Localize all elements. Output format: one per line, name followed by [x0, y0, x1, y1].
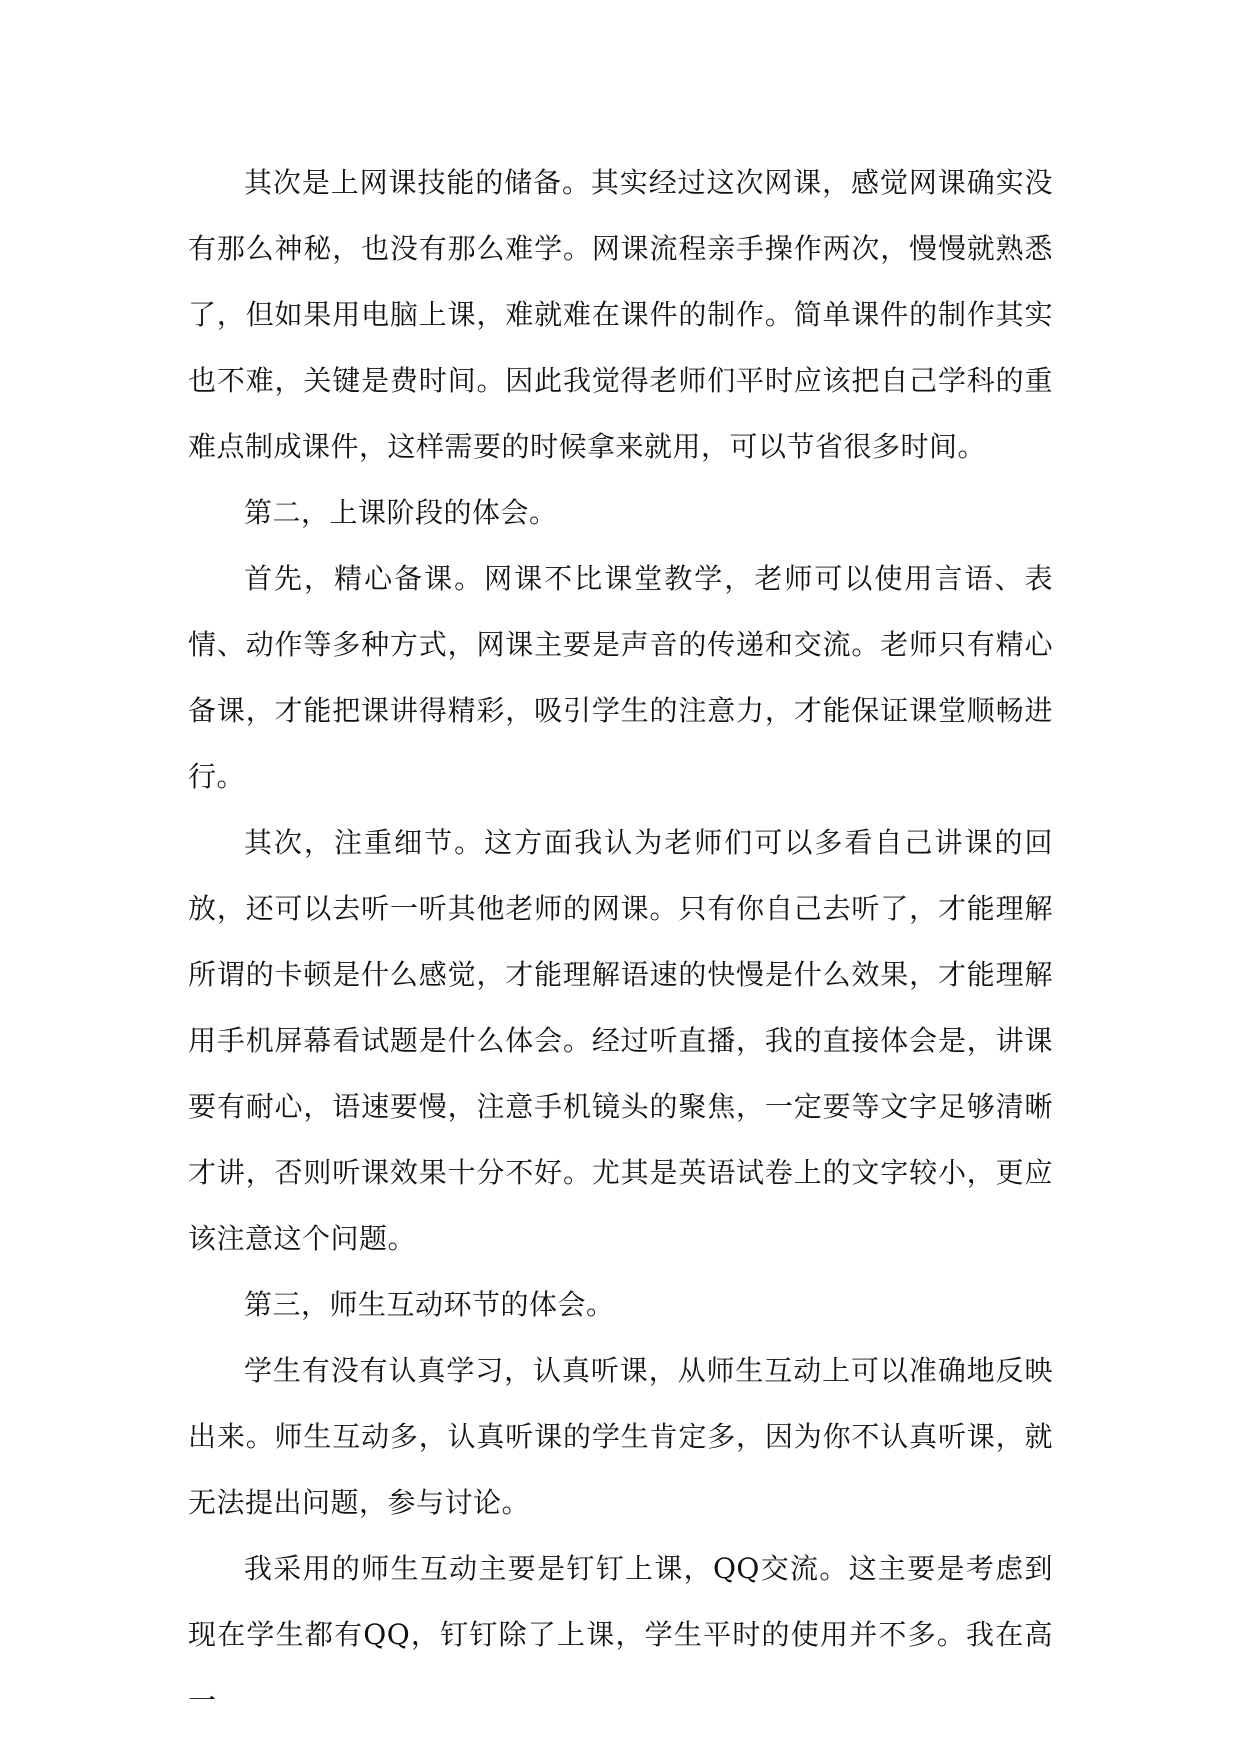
heading-second-class-stage: 第二，上课阶段的体会。 [244, 496, 558, 529]
document-body [188, 150, 1053, 1734]
heading-third-interaction: 第三，师生互动环节的体会。 [244, 1288, 615, 1321]
paragraph-student-learning: 学生有没有认真学习，认真听课，从师生互动上可以准确地反映出来。师生互动多，认真听课的学生肯定多，因为你不认真听课，就无法提出问题，参与讨论。 [188, 1354, 1053, 1519]
paragraph-attention-to-detail: 其次，注重细节。这方面我认为老师们可以多看自己讲课的回放，还可以去听一听其他老师的网课。只有你自己去听了，才能理解所谓的卡顿是什么感觉，才能理解语速的快慢是什么效果，才能理解用手机屏幕看试题是什么体会。经过听直播，我的直接体会是，讲课要有耐心，语速要慢，注意手机镜头的聚焦，一定要等文字足够清晰才讲，否则听课效果十分不好。尤其是英语试卷上的文字较小，更应该注意这个问题。 [188, 826, 1053, 1255]
paragraph-interaction-method: 我采用的师生互动主要是钉钉上课，QQ交流。这主要是考虑到现在学生都有QQ，钉钉除了上课，学生平时的使用并不多。我在高一 [188, 1552, 1053, 1717]
paragraph-careful-preparation: 首先，精心备课。网课不比课堂教学，老师可以使用言语、表情、动作等多种方式，网课主要是声音的传递和交流。老师只有精心备课，才能把课讲得精彩，吸引学生的注意力，才能保证课堂顺畅进行。 [188, 562, 1053, 793]
paragraph-skills-preparation: 其次是上网课技能的储备。其实经过这次网课，感觉网课确实没有那么神秘，也没有那么难学。网课流程亲手操作两次，慢慢就熟悉了，但如果用电脑上课，难就难在课件的制作。简单课件的制作其实也不难，关键是费时间。因此我觉得老师们平时应该把自己学科的重难点制成课件，这样需要的时候拿来就用，可以节省很多时间。 [188, 166, 1053, 463]
